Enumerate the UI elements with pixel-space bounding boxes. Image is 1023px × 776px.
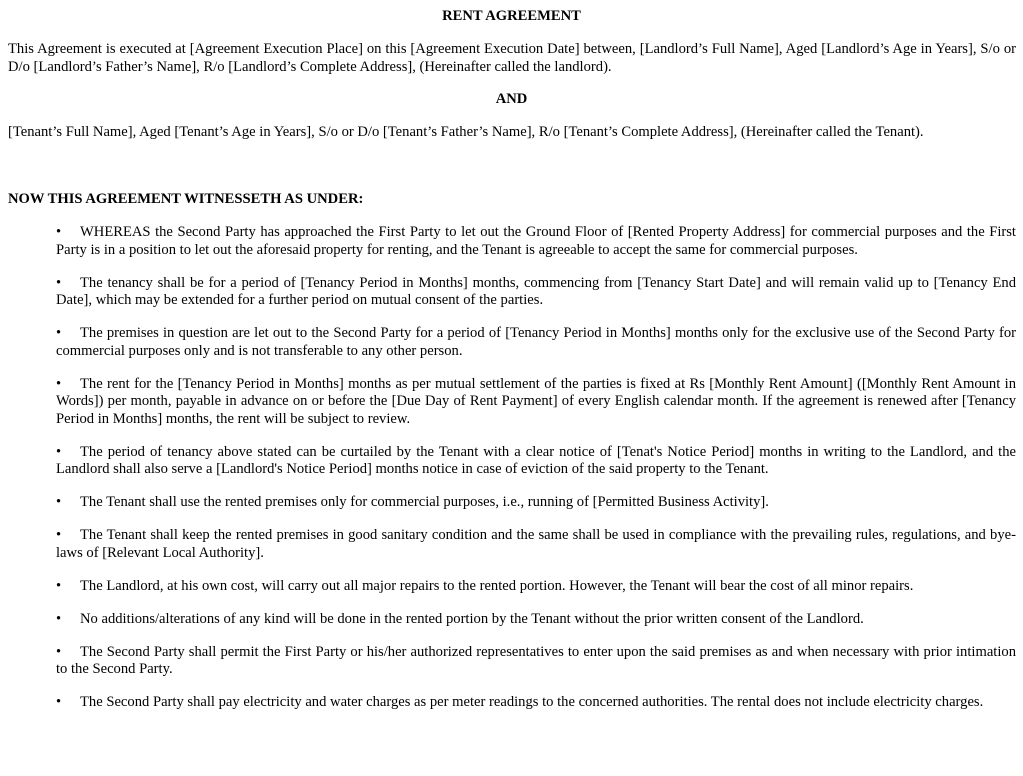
clause-item [56, 694, 1016, 712]
bullet-icon: • [56, 527, 62, 543]
clause-text: No additions/alterations of any kind will be done in the rented portion by the Tenant without the prior written consent of the Landlord. [80, 610, 864, 627]
bullet-icon: • [56, 610, 62, 627]
clause-item [56, 325, 1016, 360]
bullet-icon: • [56, 325, 62, 341]
clause-text: WHEREAS the Second Party has approached the First Party to let out the Ground Floor of [Rented Property Address] for commercial purposes and the First Party is in a position to let out the aforesaid property for renting, and the Tenant is agreeable to accept the same for commercial purposes. [56, 224, 1016, 258]
clause-text: The Landlord, at his own cost, will carry out all major repairs to the rented portion. However, the Tenant will bear the cost of all minor repairs. [80, 577, 914, 594]
clause-text: The rent for the [Tenancy Period in Months] months as per mutual settlement of the parties is fixed at Rs [Monthly Rent Amount] ([Monthly Rent Amount in Words]) per month, payable in advance on or before the [Due Day of Rent Payment] of every English calendar month. If the agreement is renewed after [Tenancy Period in Months] months, the rent will be subject to review. [56, 375, 1016, 427]
clause-item [56, 376, 1016, 429]
bullet-icon: • [56, 694, 62, 710]
clause-text: The tenancy shall be for a period of [Tenancy Period in Months] months, commencing from [Tenancy Start Date] and will remain valid up to [Tenancy End Date], which may be extended for a further period on mutual consent of the parties. [56, 274, 1016, 308]
clause-text: The period of tenancy above stated can be curtailed by the Tenant with a clear notice of [Tenat's Notice Period] months in writing to the Landlord, and the Landlord shall also serve a [Landlord's Notice Period] months notice in case of eviction of the said property to the Tenant. [56, 443, 1016, 477]
clause-list [56, 224, 1016, 727]
clause-text: The Second Party shall pay electricity and water charges as per meter readings to the concerned authorities. The rental does not include electricity charges. [80, 694, 984, 710]
document-title: RENT AGREEMENT [442, 8, 581, 24]
and-separator: AND [495, 91, 528, 107]
tenant-paragraph: [Tenant’s Full Name], Aged [Tenant’s Age in Years], S/o or D/o [Tenant’s Father’s Name], R/o [Tenant’s Complete Address], (Hereinafter called the Tenant). [8, 124, 924, 140]
bullet-icon: • [56, 224, 62, 240]
clause-item [56, 444, 1016, 479]
clause-item [56, 644, 1016, 679]
clause-text: The Tenant shall keep the rented premises in good sanitary condition and the same shall be used in compliance with the prevailing rules, regulations, and bye-laws of [Relevant Local Authority]. [56, 527, 1016, 561]
clause-item [56, 527, 1016, 562]
clause-item [56, 611, 1016, 629]
bullet-icon: • [56, 274, 62, 291]
bullet-icon: • [56, 443, 62, 460]
clause-item [56, 494, 1016, 512]
bullet-icon: • [56, 643, 62, 660]
clause-item [56, 224, 1016, 259]
bullet-icon: • [56, 577, 62, 594]
clause-text: The premises in question are let out to the Second Party for a period of [Tenancy Period in Months] months only for the exclusive use of the Second Party for commercial purposes only and is not transferable to any other person. [56, 325, 1016, 359]
landlord-paragraph: This Agreement is executed at [Agreement Execution Place] on this [Agreement Execution Date] between, [Landlord’s Full Name], Aged [Landlord’s Age in Years], S/o or D/o [Landlord’s Father’s Name], R/o [Landlord’s Complete Address], (Hereinafter called the landlord). [8, 41, 1016, 75]
witnesseth-heading: NOW THIS AGREEMENT WITNESSETH AS UNDER: [8, 191, 364, 207]
clause-text: The Tenant shall use the rented premises only for commercial purposes, i.e., running of [Permitted Business Activity]. [80, 494, 769, 510]
clause-text: The Second Party shall permit the First Party or his/her authorized representatives to enter upon the said premises as and when necessary with prior intimation to the Second Party. [56, 643, 1016, 677]
bullet-icon: • [56, 375, 62, 392]
clause-item [56, 578, 1016, 596]
bullet-icon: • [56, 494, 62, 510]
clause-item [56, 275, 1016, 310]
